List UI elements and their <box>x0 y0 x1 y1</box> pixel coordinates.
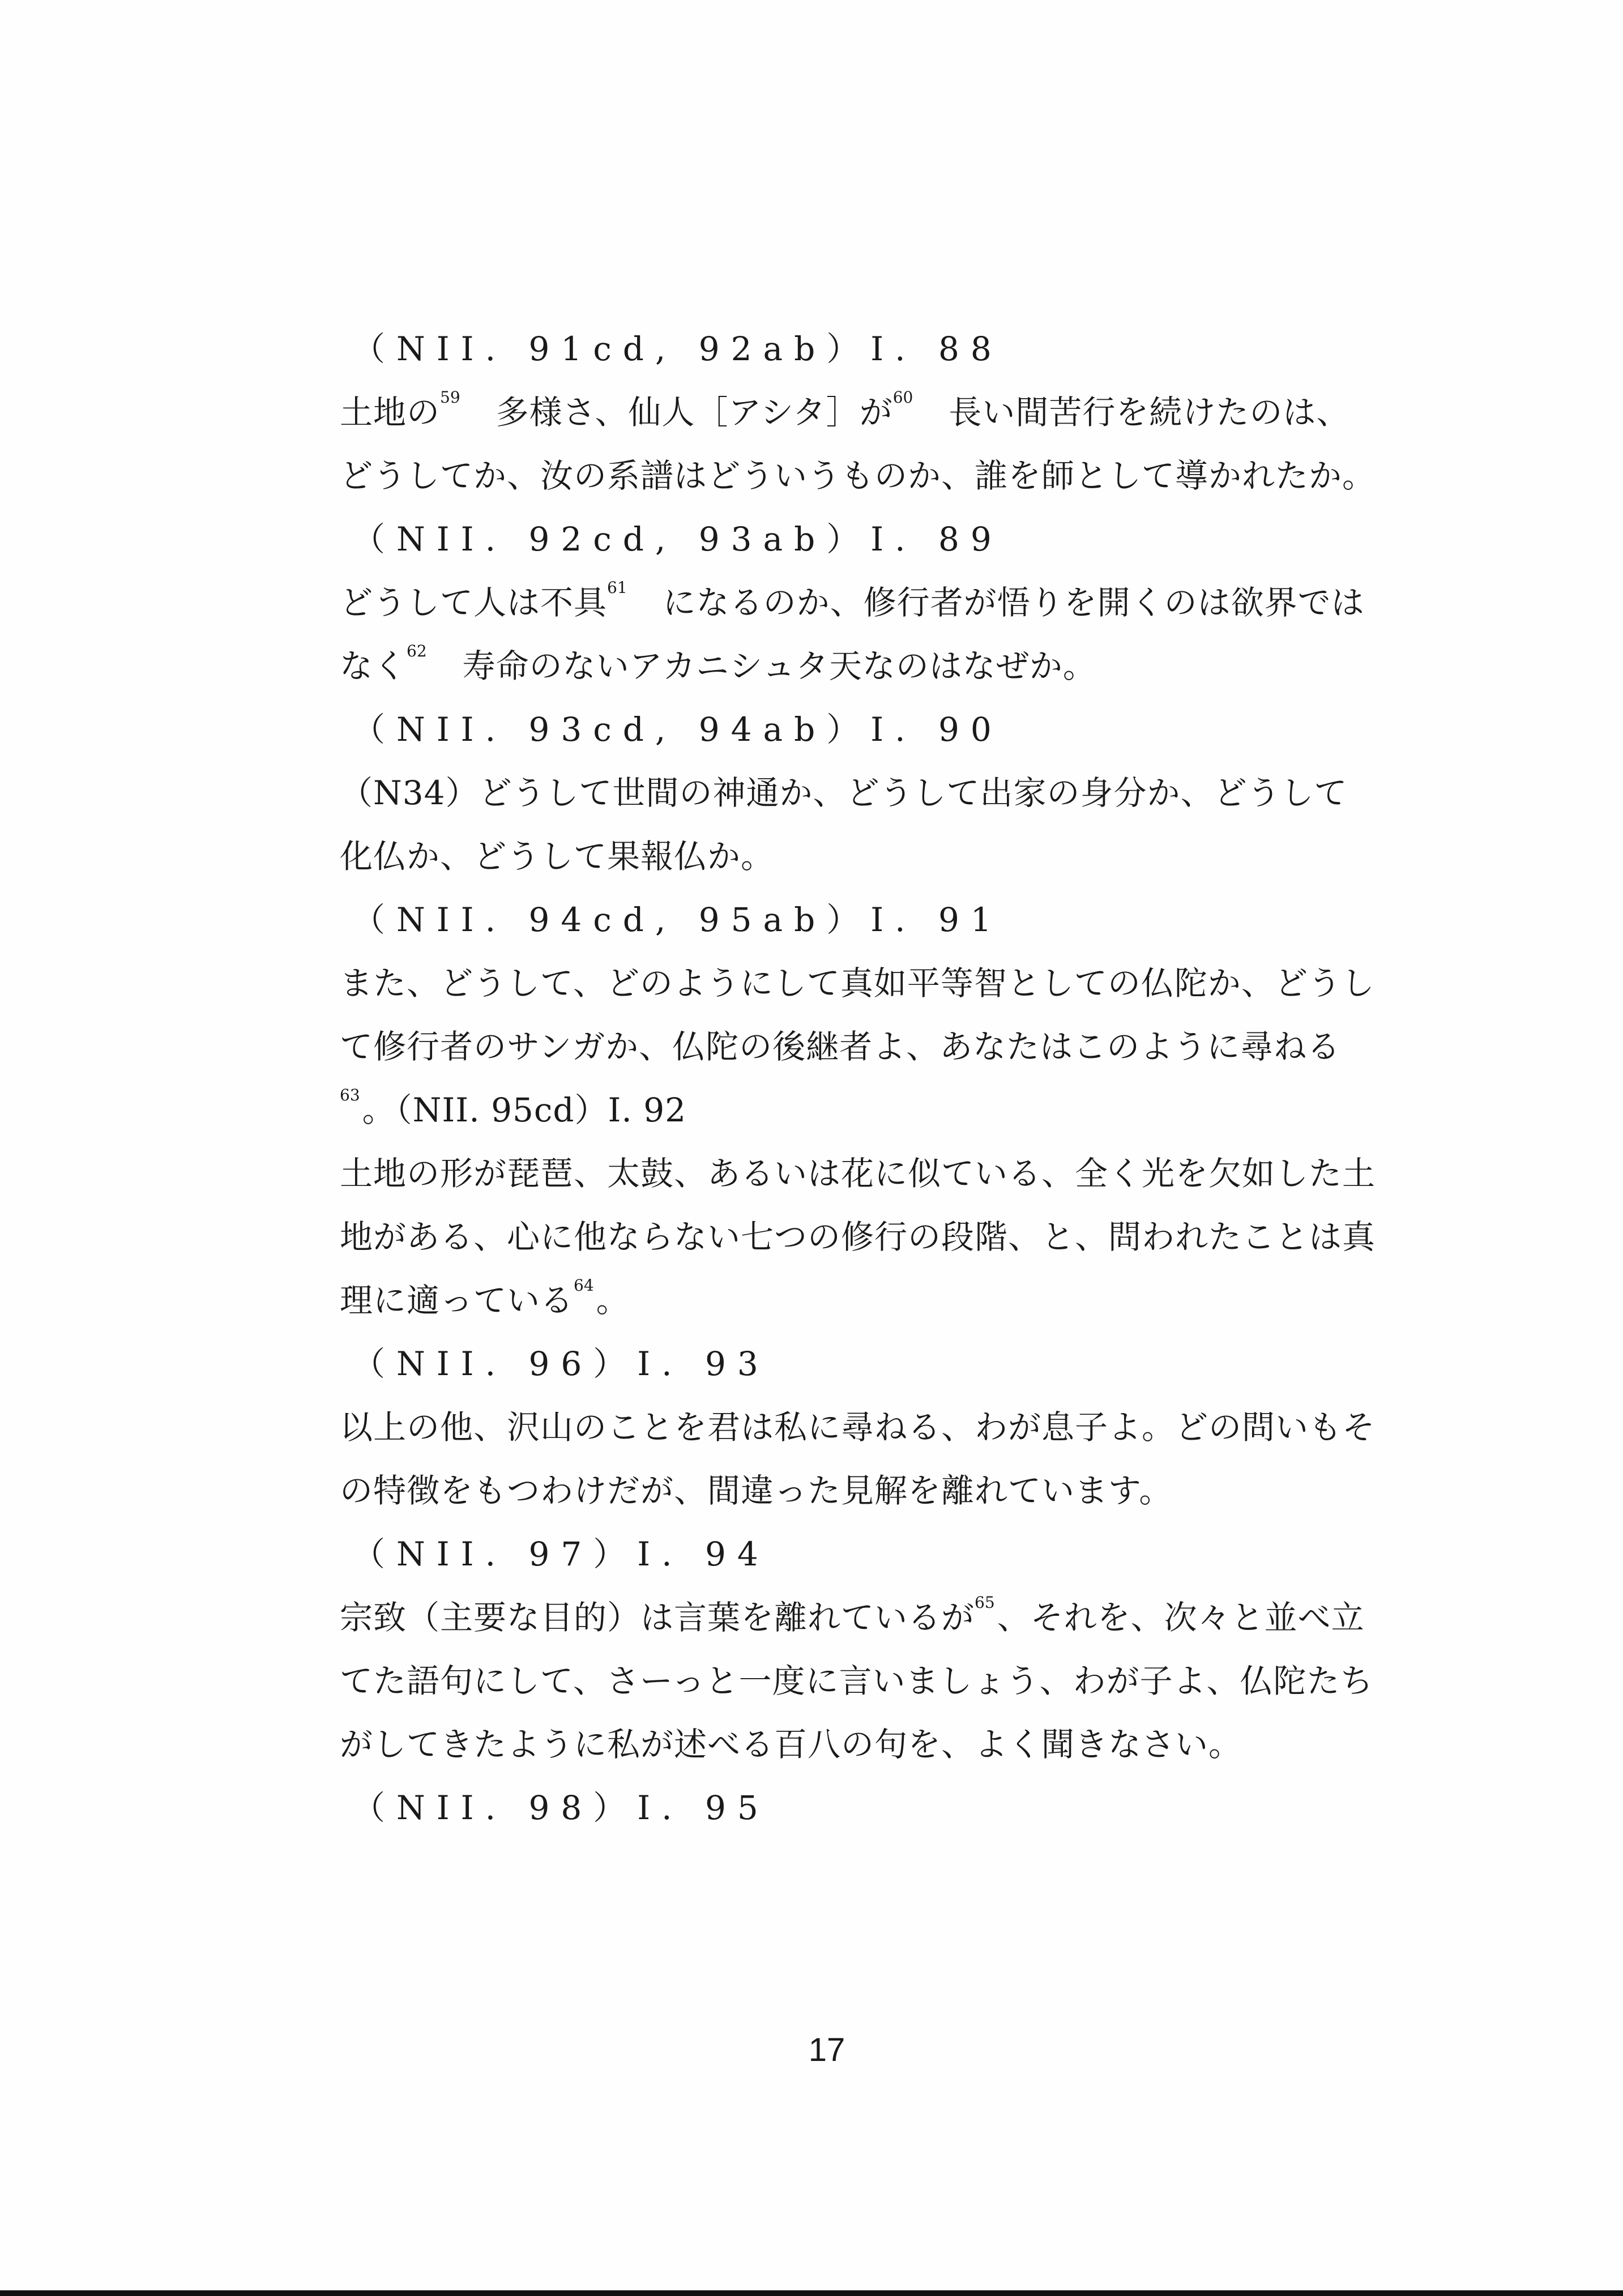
text-segment: 以上の他、沢山のことを君は私に尋ねる、わが息子よ。どの問いもそ <box>340 1408 1376 1446</box>
text-segment: 理に適っている <box>340 1281 574 1320</box>
text-line <box>340 571 1365 634</box>
verse-reference <box>340 317 1314 381</box>
text-line <box>340 951 1375 1015</box>
text-segment: 。（NII. 95cd）I. 92 <box>362 1091 687 1129</box>
verse-reference <box>340 1776 1314 1840</box>
text-segment: どうして人は不具 <box>340 583 608 622</box>
bottom-rule <box>0 2290 1623 2296</box>
text-segment: て修行者のサンガか、仏陀の後継者よ、あなたはこのように尋ねる <box>340 1027 1341 1066</box>
text-segment: がしてきたように私が述べる百八の句を、よく聞きなさい。 <box>340 1725 1242 1764</box>
text-segment: （NII. 98）I. 95 <box>352 1789 770 1827</box>
text-segment: 土地の形が琵琶、太鼓、あるいは花に似ている、全く光を欠如した土 <box>340 1154 1376 1193</box>
verse-reference <box>340 888 1314 951</box>
text-line <box>340 825 1314 888</box>
text-segment: （NII. 96）I. 93 <box>352 1345 770 1383</box>
verse-reference <box>340 698 1314 761</box>
text-segment: 多様さ、仙人［アシタ］が <box>462 393 893 432</box>
text-segment: （NII. 94cd, 95ab）I. 91 <box>352 901 1003 939</box>
text-segment: また、どうして、どのようにして真如平等智としての仏陀か、どうし <box>340 964 1375 1002</box>
text-line <box>340 444 1376 507</box>
text-segment: 地がある、心に他ならない七つの修行の段階、と、問われたことは真 <box>340 1218 1376 1256</box>
footnote-marker: 63 <box>340 1086 360 1104</box>
text-line <box>340 1395 1376 1459</box>
text-segment: になるのか、修行者が悟りを開くのは欲界では <box>629 583 1365 622</box>
text-segment: てた語句にして、さーっと一度に言いましょう、わが子よ、仏陀たち <box>340 1662 1374 1700</box>
verse-reference <box>340 507 1314 571</box>
text-line <box>340 1142 1376 1205</box>
text-segment: （N34）どうして世間の神通か、どうして出家の身分か、どうして <box>340 774 1348 812</box>
text-line <box>340 1078 1314 1142</box>
text-line <box>340 634 1314 698</box>
text-line <box>340 1205 1376 1269</box>
text-segment: 宗致（主要な目的）は言葉を離れているが <box>340 1598 975 1637</box>
text-segment: （NII. 93cd, 94ab）I. 90 <box>352 710 1003 749</box>
text-segment: （NII. 92cd, 93ab）I. 89 <box>352 520 1003 558</box>
text-line <box>340 1269 1314 1332</box>
text-line <box>340 761 1348 825</box>
footnote-marker: 65 <box>975 1593 995 1612</box>
verse-reference <box>340 1332 1314 1395</box>
text-line <box>340 381 1350 444</box>
footnote-marker: 61 <box>607 578 627 597</box>
body-text <box>340 317 1376 1840</box>
footnote-marker: 64 <box>574 1276 594 1295</box>
footnote-marker: 59 <box>440 388 460 407</box>
text-segment: 。 <box>596 1281 630 1320</box>
text-segment: 、それを、次々と並べ立 <box>997 1598 1365 1637</box>
text-segment: の特徴をもつわけだが、間違った見解を離れています。 <box>340 1471 1173 1510</box>
text-segment: （NII. 91cd, 92ab）I. 88 <box>352 330 1003 368</box>
footnote-marker: 60 <box>892 388 913 407</box>
text-line <box>340 1649 1374 1713</box>
verse-reference <box>340 1522 1314 1586</box>
text-line <box>340 1586 1365 1649</box>
text-segment: 土地の <box>340 393 441 432</box>
text-segment: （NII. 97）I. 94 <box>352 1535 770 1573</box>
text-line <box>340 1459 1314 1522</box>
text-segment: なく <box>340 647 407 685</box>
footnote-marker: 62 <box>407 642 427 660</box>
page-number: 17 <box>808 2032 845 2068</box>
text-segment: どうしてか、汝の系譜はどういうものか、誰を師として導かれたか。 <box>340 456 1376 495</box>
text-line <box>340 1015 1341 1078</box>
text-segment: 寿命のないアカニシュタ天なのはなぜか。 <box>429 647 1096 685</box>
text-segment: 長い間苦行を続けたのは、 <box>915 393 1350 432</box>
text-line <box>340 1713 1314 1776</box>
text-segment: 化仏か、どうして果報仏か。 <box>340 837 775 876</box>
